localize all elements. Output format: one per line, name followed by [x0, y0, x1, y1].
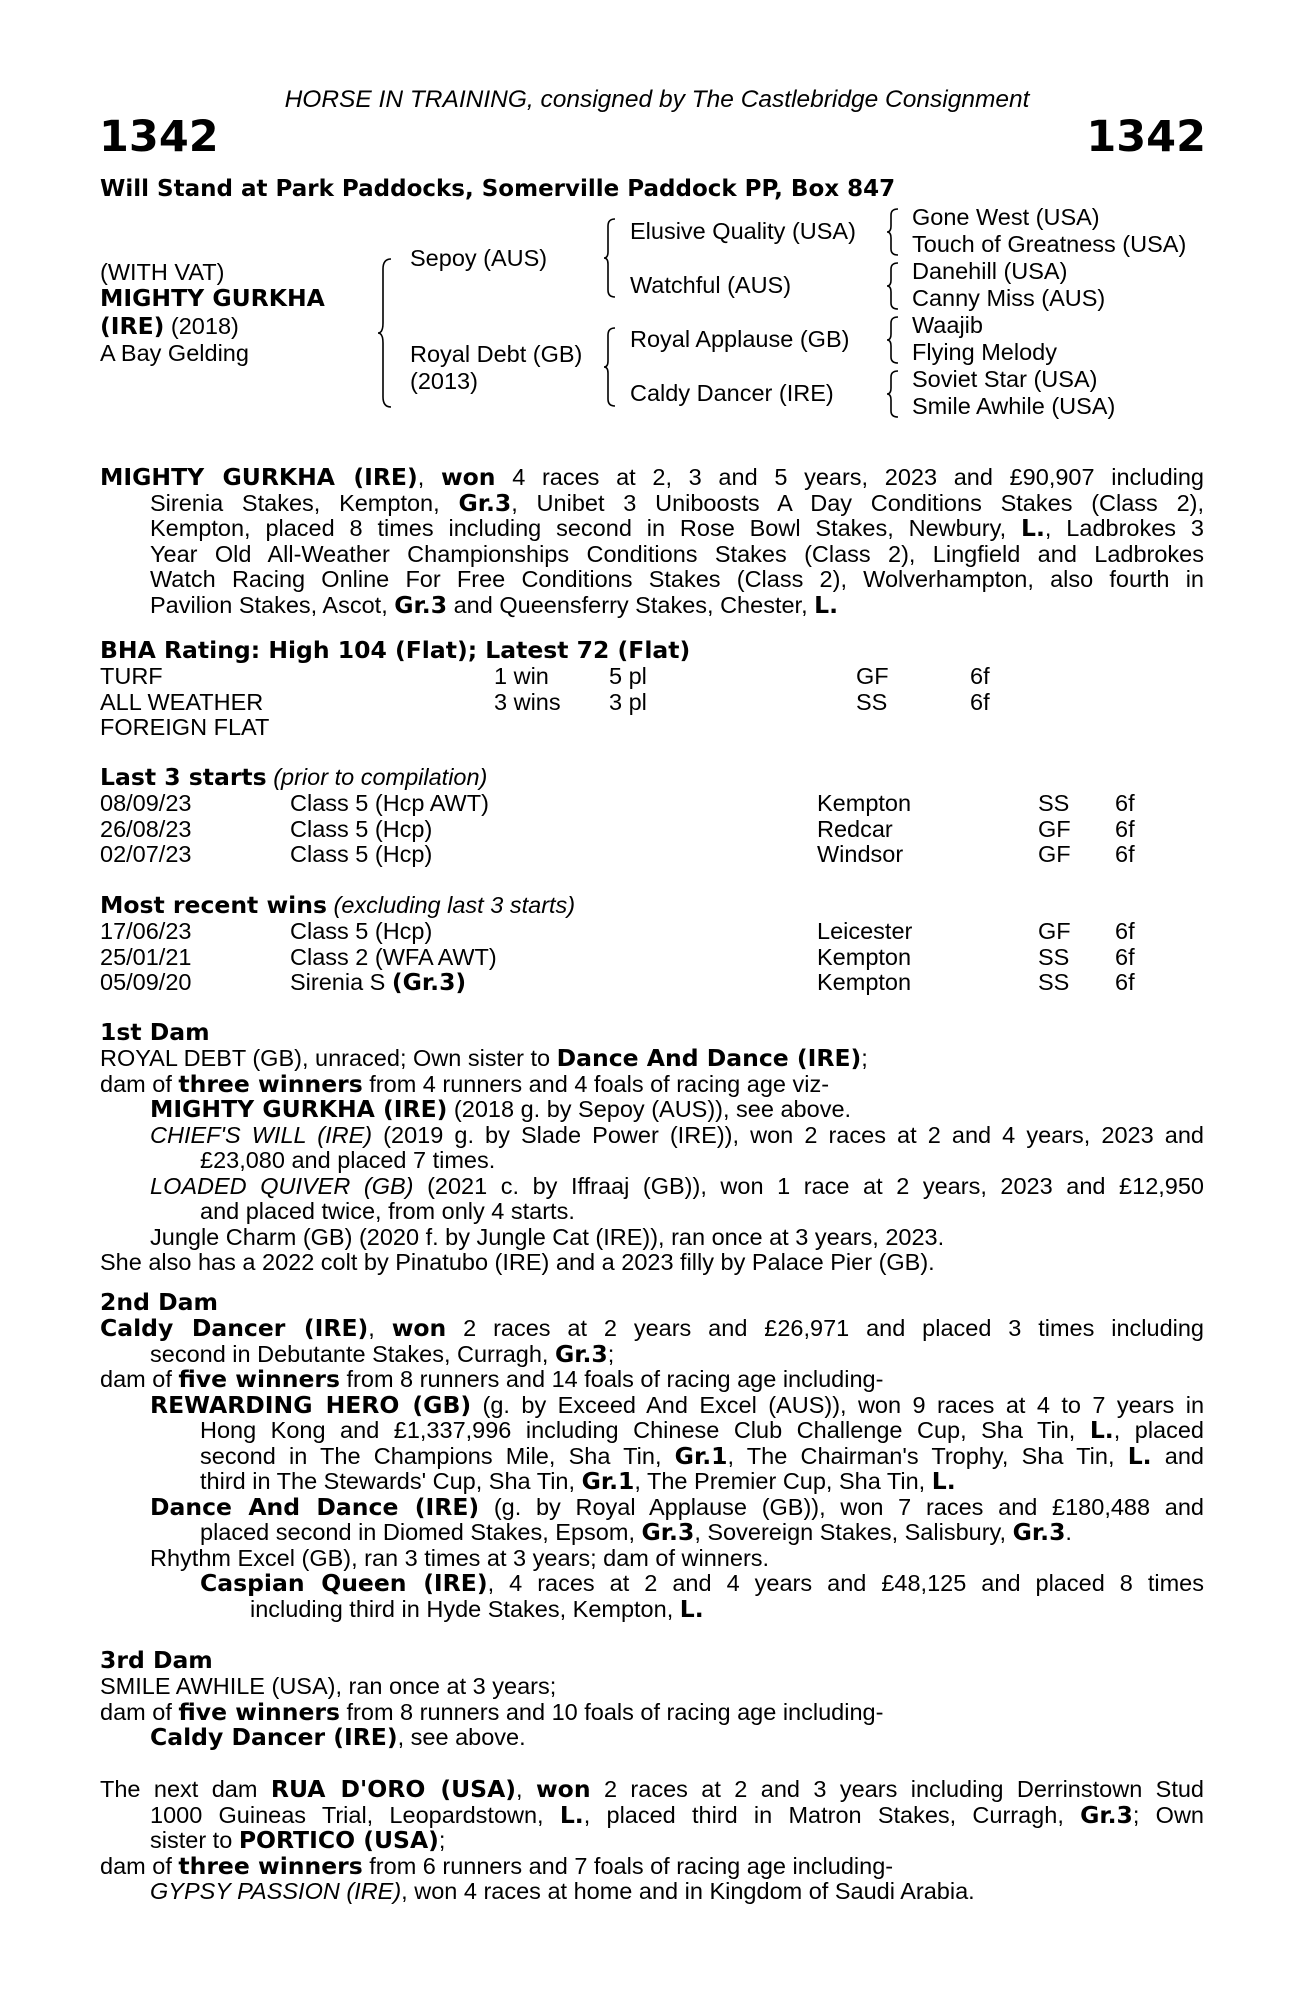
recent-win-class: Class 5 (Hcp) [290, 918, 433, 944]
recent-win-class: Sirenia S (Gr.3) [290, 968, 467, 996]
dam1-line: and placed twice, from only 4 starts. [200, 1198, 575, 1224]
dam2-text: 2 races at 2 years and £26,971 and placed 3 times including [446, 1315, 1204, 1341]
pedigree-ds-dam: Flying Melody [912, 339, 1057, 365]
race-record-summary [100, 465, 1204, 618]
dam2-line [100, 1367, 1204, 1393]
dam2-line [100, 1441, 1204, 1470]
last-start-date: 02/07/23 [100, 841, 192, 867]
bha-surface: FOREIGN FLAT [100, 714, 270, 740]
nextdam-text: dam of [100, 1852, 179, 1879]
last-start-date: 08/09/23 [100, 790, 192, 816]
nextdam-line [100, 1828, 1204, 1854]
dam2-text: (g. by Exceed And Excel (AUS)), won 9 races at 4 to 7 years in [471, 1391, 1205, 1418]
last-start-class: Class 5 (Hcp AWT) [290, 790, 489, 816]
pedigree-bracket-ss [886, 207, 900, 257]
dam1-progeny: CHIEF'S WILL (IRE) [150, 1121, 373, 1148]
recent-win-distance: 6f [1115, 969, 1135, 995]
nextdam-text: , [516, 1776, 536, 1802]
last-start-course: Redcar [817, 815, 893, 842]
summary-grade: L. [814, 590, 839, 619]
dam3-line [100, 1697, 1204, 1726]
pedigree-bracket-main [377, 257, 393, 409]
dam1-line [100, 1046, 1204, 1072]
recent-win-course: Leicester [817, 918, 913, 944]
dam1-text: (2019 g. by Slade Power (IRE)), won 2 races at 2 and 4 years, 2023 and [372, 1121, 1204, 1148]
pedigree-bracket-sd [886, 261, 900, 311]
dam2-line [100, 1571, 1204, 1597]
summary-line [100, 590, 1204, 619]
dam1-line: She also has a 2022 colt by Pinatubo (IRE) and a 2023 filly by Palace Pier (GB). [100, 1249, 935, 1275]
bha-going: GF [856, 663, 889, 689]
first-dam-title: 1st Dam [100, 1018, 210, 1046]
dam3-text: from 8 runners and 10 foals of racing age including- [339, 1698, 884, 1725]
nextdam-text: 2 races at 2 and 3 years including Derrinstown Stud [590, 1776, 1205, 1802]
lot-number-right: 1342 [1086, 112, 1206, 162]
nextdam-name: RUA D'ORO (USA) [270, 1775, 517, 1803]
last-start-course: Windsor [817, 841, 904, 867]
last-start-course: Kempton [817, 790, 912, 816]
last-start-distance: 6f [1115, 815, 1135, 842]
dam1-line [100, 1123, 1204, 1149]
summary-grade: Gr.3 [458, 488, 512, 517]
dam2-text: Hong Kong and £1,337,996 including Chinese Club Challenge Cup, Sha Tin, [200, 1417, 1090, 1443]
pedigree-dd-dam: Smile Awhile (USA) [912, 393, 1116, 419]
pedigree-sire-sire: Elusive Quality (USA) [630, 218, 856, 244]
summary-text: Pavilion Stakes, Ascot, [150, 591, 395, 618]
nextdam-grade: L. [559, 1800, 584, 1829]
recent-win-course: Kempton [817, 969, 912, 995]
dam2-line [100, 1469, 1204, 1495]
pedigree-ss-dam: Touch of Greatness (USA) [912, 231, 1187, 257]
consignment-header: HORSE IN TRAINING, consigned by The Castlebridge Consignment [284, 86, 1030, 113]
dam1-text: dam of [100, 1070, 179, 1097]
horse-description: A Bay Gelding [100, 340, 249, 366]
dam2-winners: five winners [178, 1365, 340, 1393]
recent-win-date: 17/06/23 [100, 918, 192, 944]
pedigree-sd-dam: Canny Miss (AUS) [912, 285, 1106, 311]
dam3-progeny: Caldy Dancer (IRE) [150, 1723, 398, 1751]
nextdam-text: ; Own [1132, 1801, 1204, 1828]
dam1-line: £23,080 and placed 7 times. [200, 1147, 496, 1173]
dam2-text: , [368, 1315, 392, 1341]
horse-name: MIGHTY GURKHA [100, 284, 325, 312]
dam2-line [100, 1390, 1205, 1419]
horse-year: (2018) [164, 313, 239, 339]
nextdam-text: sister to [150, 1827, 239, 1853]
dam1-line [100, 1069, 1204, 1098]
dam2-text: from 8 runners and 14 foals of racing age including- [339, 1366, 884, 1392]
nextdam-won: won [535, 1775, 591, 1803]
dam1-sibling: Dance And Dance (IRE) [556, 1044, 862, 1072]
dam2-line [100, 1339, 1204, 1368]
pedigree-ss-sire: Gone West (USA) [912, 204, 1100, 230]
summary-text: , [417, 464, 441, 490]
second-dam-section [100, 1316, 1204, 1622]
nextdam-text: , won 4 races at home and in Kingdom of Saudi Arabia. [401, 1878, 975, 1904]
dam2-progeny: REWARDING HERO (GB) [150, 1390, 472, 1419]
horse-country: (IRE) [100, 312, 165, 340]
dam1-text: (2018 g. by Sepoy (AUS)), see above. [447, 1096, 852, 1122]
recent-win-date: 05/09/20 [100, 969, 192, 995]
vat-note: (WITH VAT) [100, 259, 225, 285]
dam2-text: dam of [100, 1366, 179, 1392]
dam2-line [100, 1520, 1204, 1546]
dam1-text: from 4 runners and 4 foals of racing age viz- [362, 1070, 830, 1097]
dam2-won: won [391, 1314, 447, 1342]
pedigree-sire: Sepoy (AUS) [410, 245, 548, 271]
dam3-line: SMILE AWHILE (USA), ran once at 3 years; [100, 1673, 557, 1699]
bha-surface: ALL WEATHER [100, 688, 264, 715]
recent-win-class-bold: (Gr.3) [391, 968, 467, 996]
summary-line [100, 516, 1204, 542]
summary-grade: L. [1021, 514, 1045, 542]
summary-line: Year Old All-Weather Championships Conditions Stakes (Class 2), Lingfield and Ladbrokes [150, 540, 1204, 567]
recent-win-distance: 6f [1115, 943, 1135, 970]
nextdam-winners: three winners [178, 1851, 363, 1880]
recent-win-going: SS [1038, 969, 1070, 995]
recent-win-distance: 6f [1115, 918, 1135, 944]
pedigree-bracket-dam [603, 326, 617, 408]
summary-line [100, 488, 1204, 517]
dam2-text: , The Chairman's Trophy, Sha Tin, [727, 1442, 1128, 1469]
recent-win-course: Kempton [817, 943, 912, 970]
nextdam-progeny: GYPSY PASSION (IRE) [150, 1878, 402, 1904]
recent-win-class: Class 2 (WFA AWT) [290, 943, 497, 970]
stand-location: Will Stand at Park Paddocks, Somerville Paddock PP, Box 847 [100, 176, 896, 202]
dam2-grade: L. [1089, 1416, 1114, 1444]
bha-distance: 6f [970, 688, 990, 715]
last-starts-subtitle: (prior to compilation) [266, 764, 488, 790]
summary-text: , Ladbrokes 3 [1044, 515, 1204, 541]
last-start-distance: 6f [1115, 790, 1135, 816]
pedigree-dam: Royal Debt (GB) [410, 341, 583, 367]
last-start-date: 26/08/23 [100, 815, 192, 842]
pedigree-bracket-dd [886, 369, 900, 419]
dam1-winners: three winners [178, 1069, 363, 1098]
lot-number-left: 1342 [99, 112, 219, 162]
dam2-grade: Gr.1 [674, 1441, 728, 1470]
summary-text: Sirenia Stakes, Kempton, [150, 489, 459, 516]
horse-name-suffix [100, 313, 239, 340]
dam1-progeny: LOADED QUIVER (GB) [150, 1172, 414, 1199]
last-starts-heading [100, 765, 487, 791]
recent-wins-heading [100, 893, 575, 919]
last-start-going: GF [1038, 815, 1071, 842]
bha-wins: 3 wins [494, 688, 561, 715]
dam2-line [100, 1594, 1204, 1623]
summary-won: won [440, 463, 496, 491]
bha-distance: 6f [970, 663, 990, 689]
dam1-line: Jungle Charm (GB) (2020 f. by Jungle Cat (IRE)), ran once at 3 years, 2023. [150, 1223, 945, 1250]
dam2-line [100, 1492, 1204, 1521]
pedigree-dam-sire: Royal Applause (GB) [630, 326, 850, 352]
nextdam-text: from 6 runners and 7 foals of racing age including- [362, 1852, 894, 1879]
dam1-text: (2021 c. by Iffraaj (GB)), won 1 race at 2 years, 2023 and £12,950 [413, 1172, 1204, 1199]
summary-grade: Gr.3 [394, 590, 448, 619]
dam3-line [100, 1725, 1204, 1751]
dam1-progeny: MIGHTY GURKHA (IRE) [150, 1095, 448, 1123]
dam2-progeny: Dance And Dance (IRE) [150, 1492, 480, 1521]
nextdam-line [100, 1777, 1204, 1803]
dam3-winners: five winners [178, 1697, 340, 1726]
dam2-progeny: Caspian Queen (IRE) [200, 1569, 488, 1597]
dam3-text: , see above. [397, 1724, 526, 1750]
dam2-line: Rhythm Excel (GB), ran 3 times at 3 years; dam of winners. [150, 1544, 770, 1571]
bha-pl: 5 pl [609, 663, 647, 689]
last-start-going: SS [1038, 790, 1070, 816]
nextdam-sibling: PORTICO (USA) [238, 1826, 439, 1854]
nextdam-line [100, 1879, 1204, 1905]
dam2-text: (g. by Royal Applause (GB)), won 7 races and £180,488 and [479, 1493, 1204, 1520]
dam2-text: second in The Champions Mile, Sha Tin, [200, 1442, 675, 1469]
pedigree-sire-dam: Watchful (AUS) [630, 272, 792, 298]
dam2-text: , placed [1113, 1417, 1204, 1443]
pedigree-dam-dam: Caldy Dancer (IRE) [630, 380, 834, 406]
last-start-distance: 6f [1115, 841, 1135, 867]
dam1-text: ; [861, 1045, 868, 1071]
dam2-grade: L. [679, 1594, 704, 1623]
summary-horse-name: MIGHTY GURKHA (IRE) [100, 463, 418, 491]
dam2-grade: L. [931, 1467, 956, 1495]
recent-win-going: GF [1038, 918, 1071, 944]
dam2-text: placed second in Diomed Stakes, Epsom, [200, 1519, 642, 1545]
recent-wins-title: Most recent wins [100, 891, 327, 919]
dam2-text: including third in Hyde Stakes, Kempton, [250, 1595, 680, 1622]
dam2-line [100, 1316, 1204, 1342]
dam2-line [100, 1418, 1204, 1444]
nextdam-text: , placed third in Matron Stakes, Curragh, [583, 1801, 1081, 1828]
recent-wins-subtitle: (excluding last 3 starts) [326, 892, 576, 918]
dam2-text: , The Premier Cup, Sha Tin, [634, 1468, 932, 1494]
pedigree-bracket-ds [886, 315, 900, 365]
dam2-grade: Gr.3 [554, 1339, 608, 1368]
last-start-class: Class 5 (Hcp) [290, 841, 433, 867]
bha-going: SS [856, 688, 888, 715]
last-starts-title: Last 3 starts [100, 763, 267, 791]
pedigree-ds-sire: Waajib [912, 312, 983, 338]
nextdam-grade: Gr.3 [1080, 1800, 1133, 1829]
summary-text: , Unibet 3 Uniboosts A Day Conditions Stakes (Class 2), [511, 489, 1204, 516]
dam2-text: ; [607, 1340, 615, 1367]
summary-text: 4 races at 2, 3 and 5 years, 2023 and £90,907 including [495, 464, 1204, 490]
dam1-line [100, 1174, 1204, 1200]
nextdam-line [100, 1800, 1204, 1829]
summary-line [100, 465, 1204, 491]
dam1-text: ROYAL DEBT (GB), unraced; Own sister to [100, 1045, 557, 1071]
recent-win-date: 25/01/21 [100, 943, 192, 970]
dam2-text: third in The Stewards' Cup, Sha Tin, [200, 1468, 582, 1494]
dam2-text: , 4 races at 2 and 4 years and £48,125 and placed 8 times [487, 1570, 1205, 1596]
summary-text: Kempton, placed 8 times including second in Rose Bowl Stakes, Newbury, [150, 515, 1022, 541]
third-dam-section [100, 1674, 1204, 1751]
summary-line: Watch Racing Online For Free Conditions Stakes (Class 2), Wolverhampton, also fourth in [150, 566, 1204, 592]
next-dam-section [100, 1777, 1204, 1905]
pedigree-sd-sire: Danehill (USA) [912, 258, 1068, 284]
nextdam-text: 1000 Guineas Trial, Leopardstown, [150, 1801, 560, 1828]
third-dam-title: 3rd Dam [100, 1646, 213, 1674]
dam2-grade: Gr.1 [581, 1467, 635, 1495]
dam2-text: second in Debutante Stakes, Curragh, [150, 1340, 555, 1367]
pedigree-dd-sire: Soviet Star (USA) [912, 366, 1098, 392]
nextdam-line [100, 1851, 1204, 1880]
pedigree-bracket-sire [603, 217, 617, 299]
last-start-going: GF [1038, 841, 1071, 867]
nextdam-text: ; [438, 1827, 446, 1853]
dam2-grade: Gr.3 [1012, 1518, 1066, 1546]
first-dam-section [100, 1046, 1204, 1276]
dam2-text: , Sovereign Stakes, Salisbury, [694, 1519, 1013, 1545]
dam3-text: dam of [100, 1698, 179, 1725]
last-start-class: Class 5 (Hcp) [290, 815, 433, 842]
recent-win-going: SS [1038, 943, 1070, 970]
dam2-text: and [1151, 1442, 1204, 1469]
bha-surface: TURF [100, 663, 163, 689]
nextdam-text: The next dam [100, 1776, 271, 1802]
dam2-grade: Gr.3 [641, 1518, 695, 1546]
bha-rating-title: BHA Rating: High 104 (Flat); Latest 72 (Flat) [100, 636, 691, 664]
dam1-line [100, 1097, 1204, 1123]
summary-text: and Queensferry Stakes, Chester, [447, 591, 815, 618]
pedigree-dam-year: (2013) [410, 368, 478, 394]
bha-pl: 3 pl [609, 688, 647, 715]
dam2-name: Caldy Dancer (IRE) [100, 1314, 369, 1342]
second-dam-title: 2nd Dam [100, 1288, 218, 1316]
dam2-grade: L. [1127, 1441, 1152, 1470]
bha-wins: 1 win [494, 663, 549, 689]
dam2-text: . [1065, 1519, 1072, 1545]
